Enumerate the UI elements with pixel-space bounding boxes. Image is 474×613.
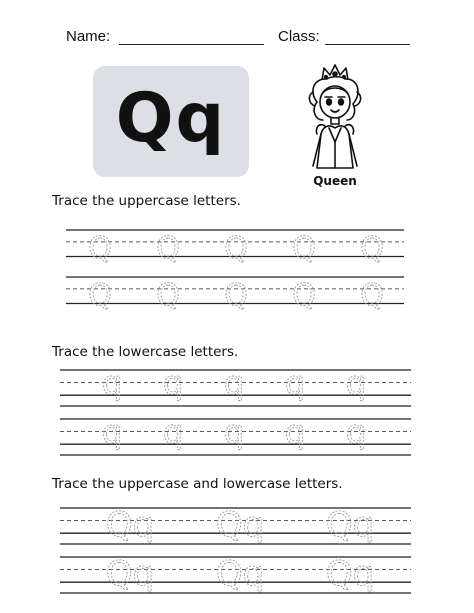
section-title-uppercase: Trace the uppercase letters. xyxy=(52,193,241,209)
tracing-letter: Q xyxy=(88,278,112,313)
name-field[interactable] xyxy=(119,44,264,45)
tracing-letter: Qq xyxy=(215,505,265,545)
tracing-area-lowercase[interactable] xyxy=(0,365,474,465)
class-field[interactable] xyxy=(325,44,410,45)
worksheet-header xyxy=(0,22,474,52)
tracing-letter: Q xyxy=(156,278,180,313)
tracing-letter: Q xyxy=(360,231,384,266)
trace-row[interactable] xyxy=(60,505,411,545)
tracing-letter: Qq xyxy=(105,505,155,545)
tracing-letter: Qq xyxy=(325,505,375,545)
tracing-letter: Qq xyxy=(105,554,155,594)
tracing-letter: Q xyxy=(292,278,316,313)
featured-letters: Qq xyxy=(115,79,227,158)
tracing-letter: q xyxy=(162,364,184,402)
tracing-letter: q xyxy=(284,413,306,451)
tracing-letter: q xyxy=(162,413,184,451)
tracing-letter: q xyxy=(101,413,123,451)
tracing-letter: q xyxy=(223,413,245,451)
trace-row[interactable] xyxy=(60,364,411,406)
letter-card xyxy=(93,66,249,177)
trace-row[interactable] xyxy=(66,277,404,313)
tracing-letter: Q xyxy=(224,278,248,313)
name-label: Name: xyxy=(66,28,111,45)
tracing-letter: q xyxy=(345,364,367,402)
tracing-area-mixed[interactable] xyxy=(0,503,474,603)
tracing-letter: Q xyxy=(224,231,248,266)
section-title-lowercase: Trace the lowercase letters. xyxy=(52,344,239,360)
tracing-letter: q xyxy=(284,364,306,402)
tracing-letter: Q xyxy=(292,231,316,266)
tracing-area-uppercase[interactable] xyxy=(0,224,474,319)
queen-illustration xyxy=(295,62,375,174)
tracing-letter: Q xyxy=(156,231,180,266)
tracing-letter: q xyxy=(345,413,367,451)
tracing-letter: Qq xyxy=(325,554,375,594)
trace-row[interactable] xyxy=(60,554,411,594)
tracing-letter: Q xyxy=(88,231,112,266)
tracing-letter: Qq xyxy=(215,554,265,594)
illustration-caption: Queen xyxy=(313,174,357,188)
class-label: Class: xyxy=(278,28,320,45)
trace-row[interactable] xyxy=(66,230,404,266)
tracing-letter: q xyxy=(223,364,245,402)
tracing-letter: q xyxy=(101,364,123,402)
tracing-letter: Q xyxy=(360,278,384,313)
section-title-mixed: Trace the uppercase and lowercase letters. xyxy=(52,476,343,492)
trace-row[interactable] xyxy=(60,413,411,455)
